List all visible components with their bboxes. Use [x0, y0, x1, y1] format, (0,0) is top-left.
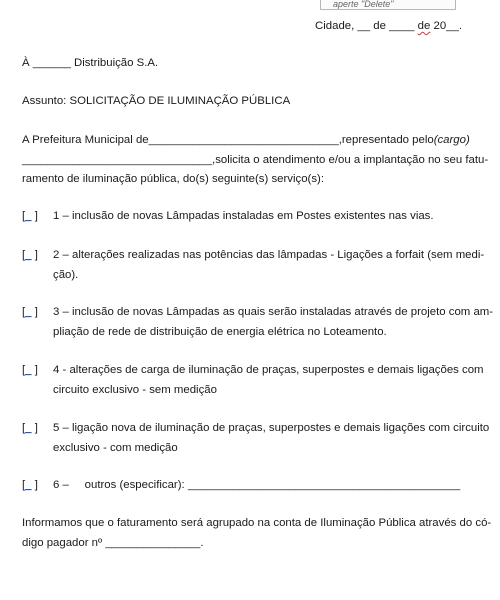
service-item	[22, 419, 490, 458]
closing-line-1: Informamos que o faturamento será agrupado na conta de Iluminação Pública através do có-	[22, 517, 492, 529]
addressee-line	[22, 54, 459, 74]
checkbox-open-bracket: [	[22, 479, 26, 491]
service-item	[22, 476, 459, 496]
intro-blank-2: ______________________________,	[22, 153, 216, 166]
checkbox-mark: _	[25, 422, 32, 434]
checkbox-open-bracket: [	[22, 422, 26, 434]
place-date-year: 20__.	[430, 20, 462, 32]
service-item-line: 2 – alterações realizadas nas potências das lâmpadas - Ligações a forfait (sem medi-	[53, 249, 485, 261]
service-checkbox[interactable]	[22, 476, 44, 496]
service-item-text	[53, 419, 490, 458]
checkbox-mark: _	[25, 364, 32, 376]
intro-line-1	[22, 131, 470, 151]
service-item-line: exclusivo - com medição	[53, 441, 178, 454]
service-item-line: 4 - alterações de carga de iluminação de praças, superpostes e demais ligações com	[53, 364, 484, 376]
delete-hint-line-2: aperte "Delete"	[333, 0, 394, 9]
service-item	[22, 246, 485, 285]
intro-text-a: A Prefeitura Municipal de	[22, 134, 149, 146]
addressee-company: Distribuição S.A.	[73, 57, 159, 69]
checkbox-close-bracket: ]	[34, 306, 38, 318]
intro-text-2: solicita o atendimento e/ou a implantação no seu fatu-	[215, 153, 489, 166]
checkbox-open-bracket: [	[22, 364, 26, 376]
service-item-line: ção).	[53, 268, 79, 281]
service-item	[22, 303, 494, 342]
service-checkbox[interactable]	[22, 303, 44, 323]
checkbox-mark: _	[25, 249, 32, 261]
closing-paragraph	[22, 514, 492, 553]
place-date-line	[315, 20, 462, 32]
checkbox-close-bracket: ]	[34, 249, 38, 261]
place-date-de: de	[417, 20, 431, 32]
intro-line-3: ramento de iluminação pública, do(s) seguinte(s) serviço(s):	[22, 173, 324, 185]
checkbox-close-bracket: ]	[34, 210, 38, 222]
service-item	[22, 207, 459, 227]
intro-text-b: representado pelo	[341, 134, 434, 146]
subject-line: Assunto: SOLICITAÇÃO DE ILUMINAÇÃO PÚBLICA	[22, 95, 291, 107]
checkbox-mark: _	[25, 306, 32, 318]
service-item-text	[53, 207, 459, 227]
service-item-text	[53, 303, 494, 342]
intro-paragraph	[22, 131, 489, 190]
service-item-line: 5 – ligação nova de iluminação de praças, superpostes e demais ligações com circuito	[53, 422, 490, 434]
checkbox-open-bracket: [	[22, 210, 26, 222]
checkbox-open-bracket: [	[22, 249, 26, 261]
service-item-line: 6 – outros (especificar): ___________________________________________	[53, 479, 461, 491]
intro-line-2	[22, 151, 489, 171]
checkbox-mark: _	[25, 210, 32, 222]
service-item-line: 1 – inclusão de novas Lâmpadas instaladas em Postes existentes nas vias.	[53, 210, 434, 222]
addressee-blank: ______	[32, 57, 71, 69]
service-item-line: pliação de rede de distribuição de energia elétrica no Loteamento.	[53, 325, 387, 338]
service-checkbox[interactable]	[22, 419, 44, 439]
service-item-line: 3 – inclusão de novas Lâmpadas as quais serão instaladas através de projeto com am-	[53, 306, 494, 318]
intro-blank-1: ______________________________,	[148, 134, 342, 146]
intro-cargo: (cargo)	[433, 134, 470, 146]
service-item-text	[53, 246, 485, 285]
addressee-prefix: À	[22, 57, 30, 69]
service-item-text	[53, 361, 484, 400]
checkbox-close-bracket: ]	[34, 422, 38, 434]
service-item-text	[53, 476, 459, 496]
checkbox-close-bracket: ]	[34, 364, 38, 376]
service-checkbox[interactable]	[22, 361, 44, 381]
delete-hint-box	[320, 0, 456, 10]
service-item-line: circuito exclusivo - sem medição	[53, 383, 217, 396]
closing-line-2: digo pagador nº _______________.	[22, 536, 204, 549]
checkbox-open-bracket: [	[22, 306, 26, 318]
service-item	[22, 361, 484, 400]
checkbox-close-bracket: ]	[34, 479, 38, 491]
checkbox-mark: _	[25, 479, 32, 491]
service-checkbox[interactable]	[22, 207, 44, 227]
service-checkbox[interactable]	[22, 246, 44, 266]
place-date-city: Cidade, __ de ____	[315, 20, 418, 32]
